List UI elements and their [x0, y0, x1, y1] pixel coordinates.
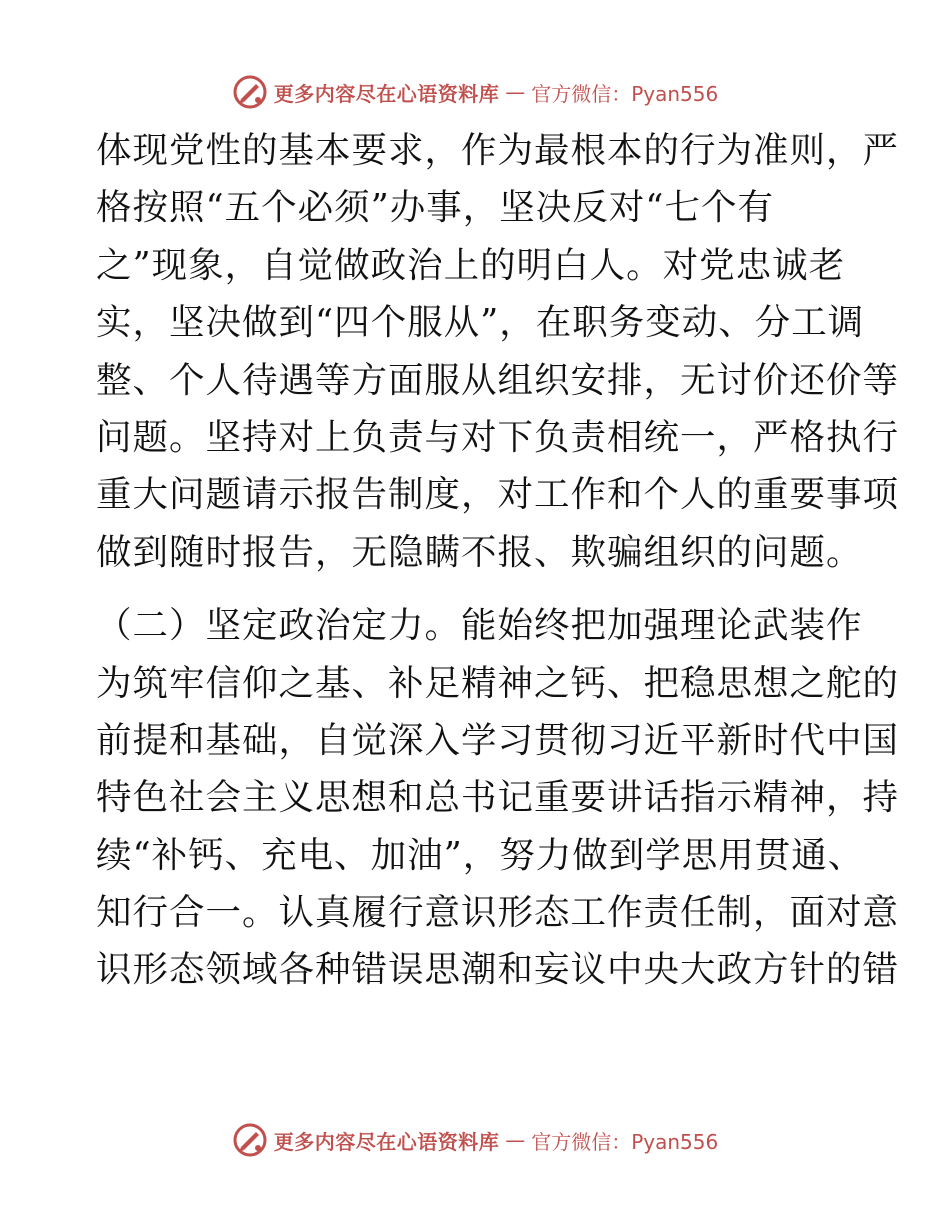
text-line: 整、个人待遇等方面服从组织安排，无讨价还价等	[96, 359, 900, 401]
text-line: 重大问题请示报告制度，对工作和个人的重要事项	[96, 474, 900, 516]
footer-watermark-label: 官方微信：Pyan556	[531, 1129, 719, 1154]
text-line: 识形态领域各种错误思潮和妄议中央大政方针的错	[96, 949, 900, 991]
footer-watermark-separator: —	[505, 1128, 526, 1152]
header-watermark-text: 更多内容尽在心语资料库	[273, 81, 500, 106]
paragraph-spacer	[96, 581, 856, 597]
text-line: 特色社会主义思想和总书记重要讲话指示精神，持	[96, 777, 900, 819]
text-line: 格按照“五个必须”办事，坚决反对“七个有	[96, 187, 774, 229]
paragraph-2	[96, 597, 900, 999]
text-line: 知行合一。认真履行意识形态工作责任制，面对意	[96, 892, 900, 934]
text-line: 实，坚决做到“四个服从”，在职务变动、分工调	[96, 302, 865, 344]
text-line: 前提和基础，自觉深入学习贯彻习近平新时代中国	[96, 719, 900, 761]
header-watermark-banner	[0, 72, 950, 112]
text-line: 做到随时报告，无隐瞒不报、欺骗组织的问题。	[96, 531, 863, 573]
pen-logo-icon	[232, 74, 268, 110]
text-line: 续“补钙、充电、加油”，努力做到学思用贯通、	[96, 834, 865, 876]
footer-watermark-text: 更多内容尽在心语资料库	[273, 1129, 500, 1154]
text-line: 问题。坚持对上负责与对下负责相统一，严格执行	[96, 416, 900, 458]
header-watermark-label: 官方微信：Pyan556	[531, 81, 719, 106]
pen-logo-icon	[232, 1122, 268, 1158]
text-line: 为筑牢信仰之基、补足精神之钙、把稳思想之舵的	[96, 662, 900, 704]
text-line: 体现党性的基本要求，作为最根本的行为准则，严	[96, 130, 900, 171]
footer-watermark-banner	[0, 1120, 950, 1160]
text-line: （二）坚定政治定力。能始终把加强理论武装作	[96, 605, 863, 647]
header-watermark-separator: —	[505, 80, 526, 104]
paragraph-1	[96, 122, 900, 581]
document-body	[96, 122, 900, 999]
text-line: 之”现象，自觉做政治上的明白人。对党忠诚老	[96, 244, 846, 286]
